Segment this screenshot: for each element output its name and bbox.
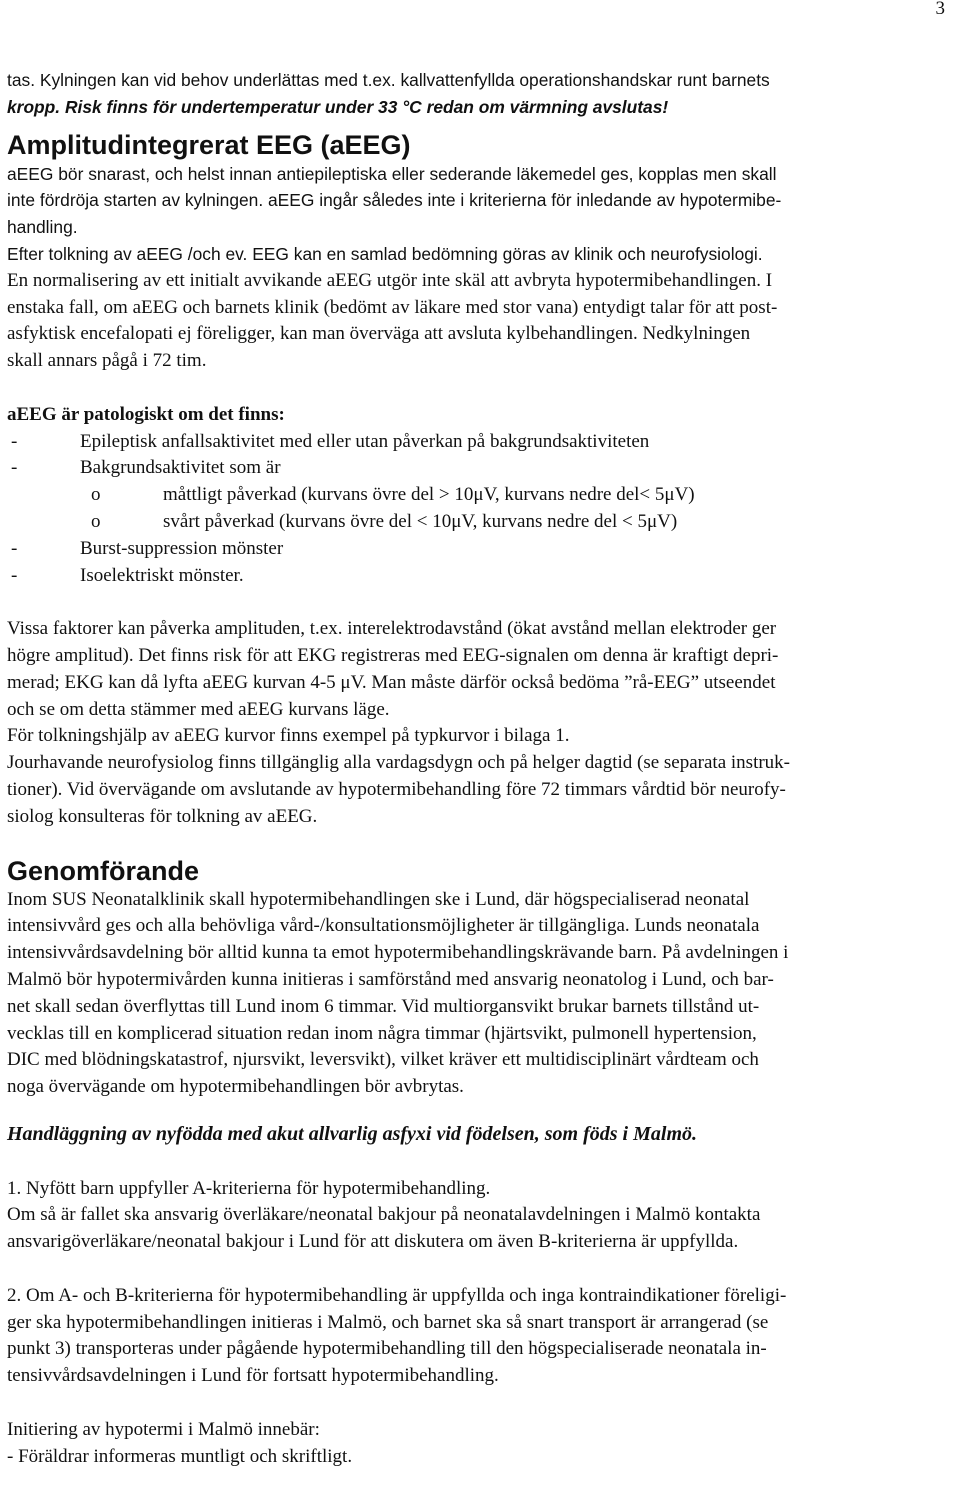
list-marker: - [11,564,18,586]
step2-line: tensivvårdsavdelningen i Lund för fortsatt hypotermibehandling. [7,1365,499,1387]
list-marker: - [11,430,18,452]
page-number: 3 [935,0,945,19]
pathology-heading: aEEG är patologiskt om det finns: [7,403,285,425]
aeeg-line: aEEG bör snarast, och helst innan antiepileptiska eller sederande läkemedel ges, kopplas men skall [7,163,777,184]
genomforande-line: intensivvårdsavdelning bör alltid kunna ta emot hypotermibehandlingskrävande barn. På avdelningen i [7,942,789,964]
sub-list-item [7,482,953,509]
genomforande-heading: Genomförande [7,855,200,886]
factors-line: Jourhavande neurofysiolog finns tillgänglig alla vardagsdygn och på helger dagtid (se separata instruk- [7,752,790,774]
genomforande-line: noga övervägande om hypotermibehandlingen bör avbrytas. [7,1076,464,1098]
list-item [7,455,953,482]
intro-line-2: kropp. Risk finns för undertemperatur under 33 °C redan om värmning avslutas! [7,96,669,117]
step1-line: ansvarigöverläkare/neonatal bakjour i Lund för att diskutera om även B-kriterierna är uppfyllda. [7,1231,739,1253]
handlaggning-heading: Handläggning av nyfödda med akut allvarlig asfyxi vid födelsen, som föds i Malmö. [7,1122,697,1145]
document-page [7,0,953,1470]
aeeg-serif-line: En normalisering av ett initialt avvikande aEEG utgör inte skäl att avbryta hypotermibehandlingen. I [7,269,773,291]
aeeg-line: handling. [7,217,78,238]
genomforande-line: Malmö bör hypotermivården kunna initieras i samförstånd med ansvarig neonatolog i Lund, och bar- [7,968,774,990]
sub-list-item [7,509,953,536]
genomforande-line: DIC med blödningskatastrof, njursvikt, leversvikt), vilket kräver ett multidisciplinärt vårdteam och [7,1049,759,1071]
aeeg-serif-line: asfyktisk encefalopati ej föreligger, kan man överväga att avsluta kylbehandlingen. Nedkylningen [7,323,751,345]
factors-line: högre amplitud). Det finns risk för att EKG registreras med EEG-signalen om denna är kraftigt depri- [7,644,779,666]
aeeg-line: inte fördröja starten av kylningen. aEEG ingår således inte i kriterierna för inledande av hypotermibe- [7,190,782,211]
step2-line: punkt 3) transporteras under pågående hypotermibehandling till den högspecialiserade neonatala in- [7,1338,767,1360]
list-item-text: svårt påverkad (kurvans övre del < 10μV, kurvans nedre del < 5μV) [163,510,678,532]
list-marker: o [91,510,101,532]
step1-line: 1. Nyfött barn uppfyller A-kriterierna för hypotermibehandling. [7,1177,491,1199]
factors-line: siolog konsulteras för tolkning av aEEG. [7,805,318,827]
aeeg-serif-line: enstaka fall, om aEEG och barnets klinik (bedömt av läkare med stor vana) entydigt talar för att post- [7,296,778,318]
factors-line: Vissa faktorer kan påverka amplituden, t.ex. interelektrodavstånd (ökat avstånd mellan elektroder ger [7,618,777,640]
list-item [7,429,953,456]
factors-line: och se om detta stämmer med aEEG kurvans läge. [7,698,390,720]
list-item [7,536,953,563]
factors-line: merad; EKG kan då lyfta aEEG kurvan 4-5 μV. Man måste därför också bedöma ”rå-EEG” utseendet [7,671,776,693]
initiering-line: - Föräldrar informeras muntligt och skriftligt. [7,1445,353,1467]
list-item-text: Epileptisk anfallsaktivitet med eller utan påverkan på bakgrundsaktiviteten [80,430,650,452]
aeeg-line: Efter tolkning av aEEG /och ev. EEG kan en samlad bedömning göras av klinik och neurofysiologi. [7,243,763,264]
intro-line-1: tas. Kylningen kan vid behov underlättas med t.ex. kallvattenfyllda operationshandskar runt barnets [7,70,770,90]
genomforande-line: net skall sedan överflyttas till Lund inom 6 timmar. Vid multiorgansvikt brukar barnets tillstånd ut- [7,995,760,1017]
list-item [7,563,953,590]
step1-line: Om så är fallet ska ansvarig överläkare/neonatal bakjour på neonatalavdelningen i Malmö kontakta [7,1204,761,1226]
factors-line: För tolkningshjälp av aEEG kurvor finns exempel på typkurvor i bilaga 1. [7,725,570,747]
list-marker: - [11,457,18,479]
list-marker: o [91,484,101,506]
aeeg-heading: Amplitudintegrerat EEG (aEEG) [7,129,411,160]
genomforande-line: intensivvård ges och alla behövliga vård-/konsultationsmöjligheter är tillgängliga. Lunds neonatala [7,915,760,937]
aeeg-serif-line: skall annars pågå i 72 tim. [7,350,207,372]
list-item-text: måttligt påverkad (kurvans övre del > 10μV, kurvans nedre del< 5μV) [163,484,695,506]
genomforande-line: Inom SUS Neonatalklinik skall hypotermibehandlingen ske i Lund, där högspecialiserad neonatal [7,888,750,910]
genomforande-line: vecklas till en komplicerad situation redan inom några timmar (hjärtsvikt, pulmonell hypertension, [7,1022,757,1044]
step2-line: 2. Om A- och B-kriterierna för hypotermibehandling är uppfyllda och inga kontraindikationer föreligi- [7,1284,787,1306]
list-marker: - [11,537,18,559]
initiering-line: Initiering av hypotermi i Malmö innebär: [7,1418,320,1440]
list-item-text: Burst-suppression mönster [80,537,284,559]
list-item-text: Bakgrundsaktivitet som är [80,457,281,479]
factors-line: tioner). Vid övervägande om avslutande av hypotermibehandling före 72 timmars vårdtid bör neurofy- [7,778,786,800]
list-item-text: Isoelektriskt mönster. [80,564,244,586]
step2-line: ger ska hypotermibehandlingen initieras i Malmö, och barnet ska så snart transport är arrangerad (se [7,1311,769,1333]
